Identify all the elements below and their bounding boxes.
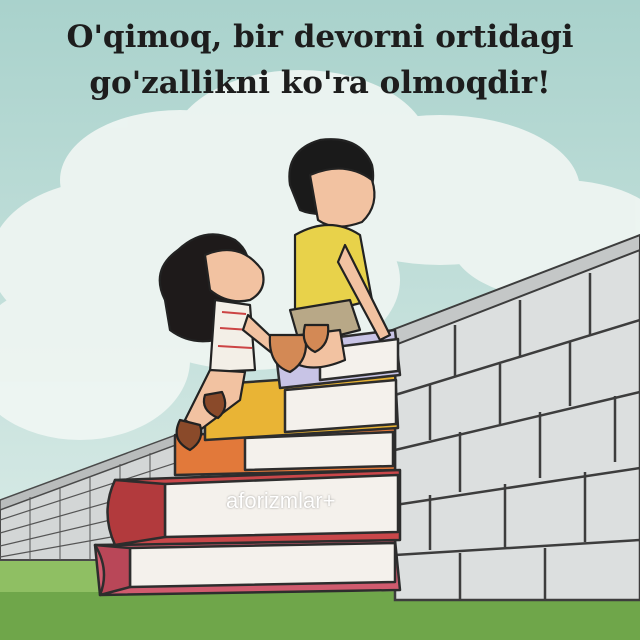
caption-line-1: O'qimoq, bir devorni ortidagi	[66, 19, 574, 55]
caption-line-2: go'zallikni ko'ra olmoqdir!	[89, 65, 551, 101]
watermark: aforizmlar+	[226, 488, 336, 513]
page-title	[0, 14, 640, 106]
